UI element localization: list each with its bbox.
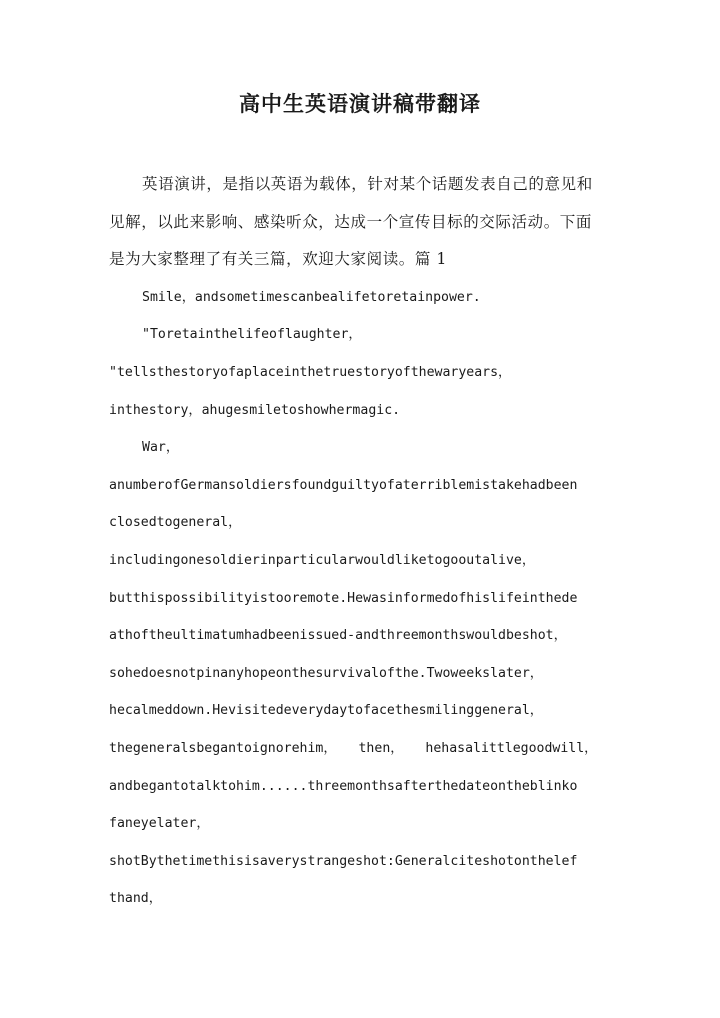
document-body [109,166,614,918]
paragraph-line: thegeneralsbegantoignorehim， then， hehasalittlegoodwill， [109,740,598,756]
paragraph-line: anumberofGermansoldiersfoundguiltyofaterriblemistakehadbeen [109,477,578,493]
paragraph-line: 英语演讲，是指以英语为载体，针对某个话题发表自己的意见和 [142,175,593,193]
document-title: 高中生英语演讲稿带翻译 [239,91,481,116]
paragraph-line: sohedoesnotpinanyhopeonthesurvivalofthe.Twoweekslater， [109,665,543,681]
paragraph-line: 见解，以此来影响、感染听众，达成一个宣传目标的交际活动。下面 [109,212,593,231]
paragraph-line: thand， [109,891,162,907]
paragraph-line: hecalmeddown.Hevisitedeverydaytofacethesmilinggeneral， [109,703,543,719]
paragraph-line: athoftheultimatumhadbeenissued-andthreemonthswouldbeshot， [109,628,567,644]
paragraph-line: faneyelater， [109,816,210,832]
paragraph-line: "Toretainthelifeoflaughter， [142,327,362,343]
paragraph-line: butthispossibilityistooremote.Hewasinformedofhislifeinthede [109,590,578,606]
paragraph-line: includingonesoldierinparticularwouldliketogooutalive， [109,552,536,568]
paragraph-line: andbegantotalktohim......threemonthsafterthedateontheblinko [109,778,578,794]
paragraph-line: 是为大家整理了有关三篇，欢迎大家阅读。篇 1 [109,250,447,269]
paragraph-line: Smile，andsometimescanbealifetoretainpower. [142,289,481,305]
paragraph-line: War， [142,440,180,456]
paragraph-line: inthestory，ahugesmiletoshowhermagic. [109,402,401,418]
paragraph-line: closedtogeneral， [109,515,242,531]
paragraph-line: shotBythetimethisisaverystrangeshot:Generalciteshotonthelef [109,853,578,869]
paragraph-line: "tellsthestoryofaplaceinthetruestoryofthewaryears， [109,364,512,380]
